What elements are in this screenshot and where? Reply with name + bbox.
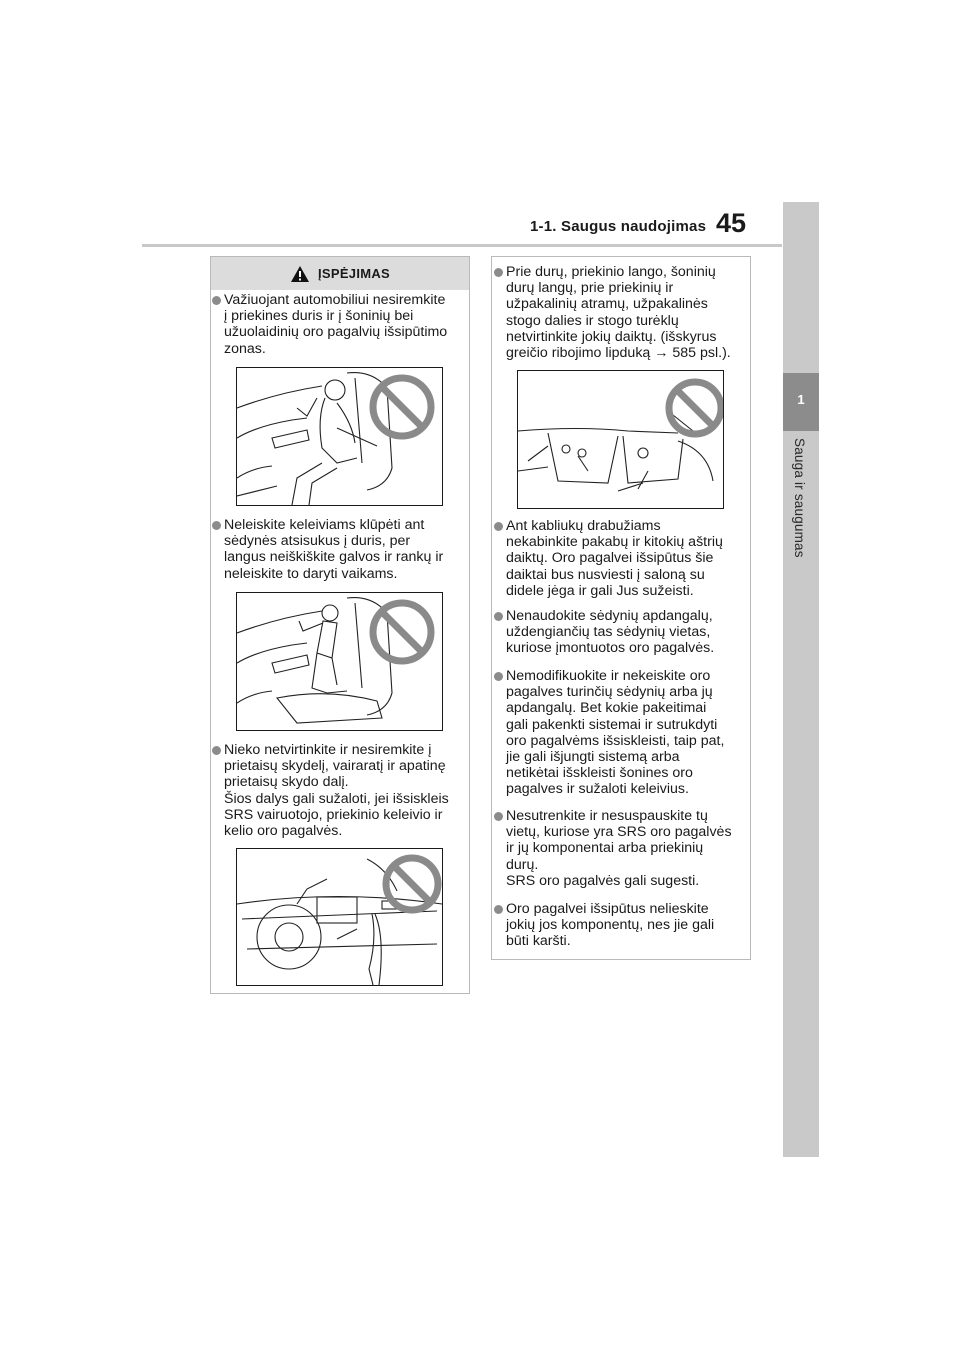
list-item: Nesutrenkite ir nesuspauskite tų vietų, kuriose yra SRS oro pagalvės ir jų komponentai arba priekinių durų. SRS oro pagalvės gali sugesti. <box>494 808 748 889</box>
list-item: Nieko netvirtinkite ir nesiremkite į prietaisų skydelį, vairaratį ir apatinę prietaisų skydo dalį. Šios dalys gali sužaloti, jei išsiskleis SRS vairuotojo, priekinio keleivio ir kelio oro pagalvės. <box>212 742 466 839</box>
page-number: 45 <box>716 208 747 238</box>
list-item: Nemodifikuokite ir nekeiskite oro pagalves turinčių sėdynių arba jų apdangalų. Bet kokie pakeitimai gali pakenkti sistemai ir sutrukdyti oro pagalvėms išsiskleisti, taip pat, jie gali išjungti sistemą arba netikėtai išskleisti šonines oro pagalves ir sužaloti keleivius. <box>494 668 748 798</box>
bullet-icon <box>494 812 503 821</box>
bullet-icon <box>212 746 221 755</box>
warning-title: ĮSPĖJIMAS <box>317 266 391 281</box>
objects-on-dashboard-illustration <box>237 849 442 985</box>
bullet-icon <box>494 672 503 681</box>
leaning-on-door-illustration <box>237 368 442 505</box>
bullet-icon <box>494 522 503 531</box>
warning-triangle-icon <box>290 265 310 283</box>
figure-objects-on-windows <box>517 370 724 509</box>
prohibited-icon <box>669 382 721 434</box>
list-item: Nenaudokite sėdynių apdangalų, uždengiančių tas sėdynių vietas, kuriose įmontuotos oro pagalvės. <box>494 608 748 657</box>
figure-leaning-on-door <box>236 367 443 506</box>
chapter-tab <box>783 202 819 1157</box>
bullet-icon <box>212 521 221 530</box>
list-item: Ant kabliukų drabužiams nekabinkite pakabų ir kitokių aštrių daiktų. Oro pagalvei išsipūtus šie daiktai bus nusviesti į saloną su didele jėga ir gali Jus sužeisti. <box>494 518 748 599</box>
warning-header <box>211 257 469 290</box>
list-item: Oro pagalvei išsipūtus nelieskite jokių jos komponentų, nes jie gali būti karšti. <box>494 901 748 950</box>
prohibited-icon <box>373 603 431 661</box>
kneeling-on-seat-illustration <box>237 593 442 730</box>
list-item: Važiuojant automobiliui nesiremkite į priekines duris ir į šoninių bei užuolaidinių oro pagalvių išsipūtimo zonas. <box>212 292 466 357</box>
bullet-icon <box>494 612 503 621</box>
header-divider <box>142 244 782 247</box>
chapter-label: Sauga ir saugumas <box>792 438 807 558</box>
figure-objects-on-dashboard <box>236 848 443 986</box>
list-item: Neleiskite keleiviams klūpėti ant sėdynės atsisukus į duris, per langus neiškiškite galvos ir rankų ir neleiskite to daryti vaikams. <box>212 517 466 582</box>
bullet-icon <box>494 268 503 277</box>
section-title: 1-1. Saugus naudojimas <box>530 218 707 235</box>
bullet-icon <box>212 296 221 305</box>
list-item: Prie durų, priekinio lango, šoninių durų langų, prie priekinių ir užpakalinių atramų, užpakalinės stogo dalies ir stogo turėklų netvirtinkite jokių daiktų. (išskyrus greičio ribojimo lipduką → 585 psl.). <box>494 264 748 361</box>
prohibited-icon <box>373 378 431 436</box>
bullet-icon <box>494 905 503 914</box>
figure-kneeling-on-seat <box>236 592 443 731</box>
objects-on-windows-illustration <box>518 371 723 508</box>
chapter-number: 1 <box>797 392 805 407</box>
